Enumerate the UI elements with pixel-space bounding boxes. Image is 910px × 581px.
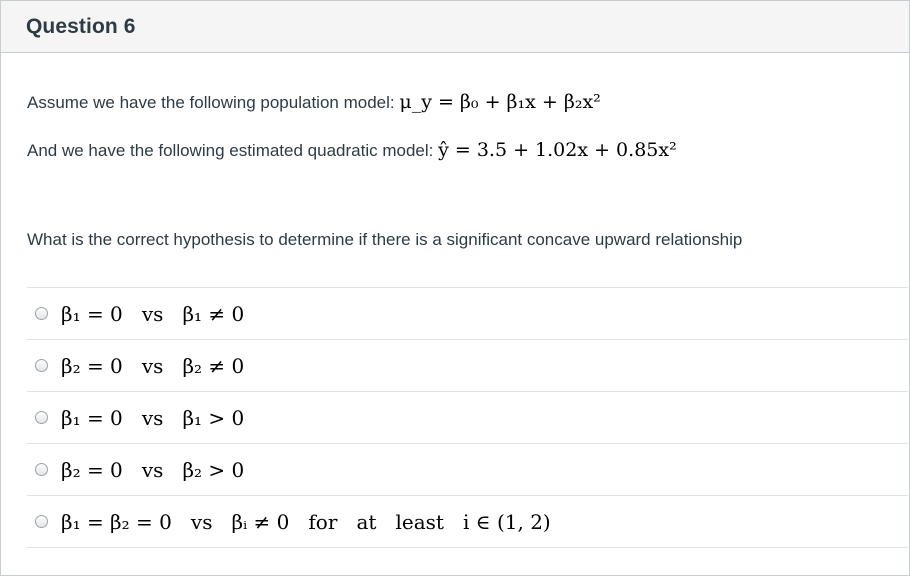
radio-button[interactable] — [35, 359, 48, 372]
answer-list — [27, 287, 910, 548]
population-model-intro: Assume we have the following population model: — [27, 93, 395, 112]
radio-button[interactable] — [35, 307, 48, 320]
estimated-model-line — [27, 139, 677, 161]
question-prompt: What is the correct hypothesis to determine if there is a significant concave upward relationship — [27, 230, 743, 249]
answer-option[interactable] — [27, 392, 910, 444]
answer-option[interactable] — [27, 496, 910, 548]
population-model-equation: μ_y = β₀ + β₁x + β₂x² — [399, 91, 601, 113]
radio-button[interactable] — [35, 515, 48, 528]
answer-option[interactable] — [27, 288, 910, 340]
question-title: Question 6 — [26, 14, 136, 38]
population-model-line — [27, 91, 601, 113]
radio-button[interactable] — [35, 411, 48, 424]
answer-option[interactable] — [27, 444, 910, 496]
answer-label: β₁ = 0 vs β₁ ≠ 0 — [61, 301, 245, 326]
answer-label: β₁ = β₂ = 0 vs βᵢ ≠ 0 for at least i ∈ (1, 2) — [61, 509, 551, 534]
radio-button[interactable] — [35, 463, 48, 476]
estimated-model-equation: ŷ = 3.5 + 1.02x + 0.85x² — [438, 139, 677, 161]
question-header — [1, 1, 909, 53]
answer-label: β₂ = 0 vs β₂ > 0 — [61, 457, 245, 482]
estimated-model-intro: And we have the following estimated quadratic model: — [27, 141, 434, 160]
answer-label: β₁ = 0 vs β₁ > 0 — [61, 405, 245, 430]
answer-option[interactable] — [27, 340, 910, 392]
answer-label: β₂ = 0 vs β₂ ≠ 0 — [61, 353, 245, 378]
